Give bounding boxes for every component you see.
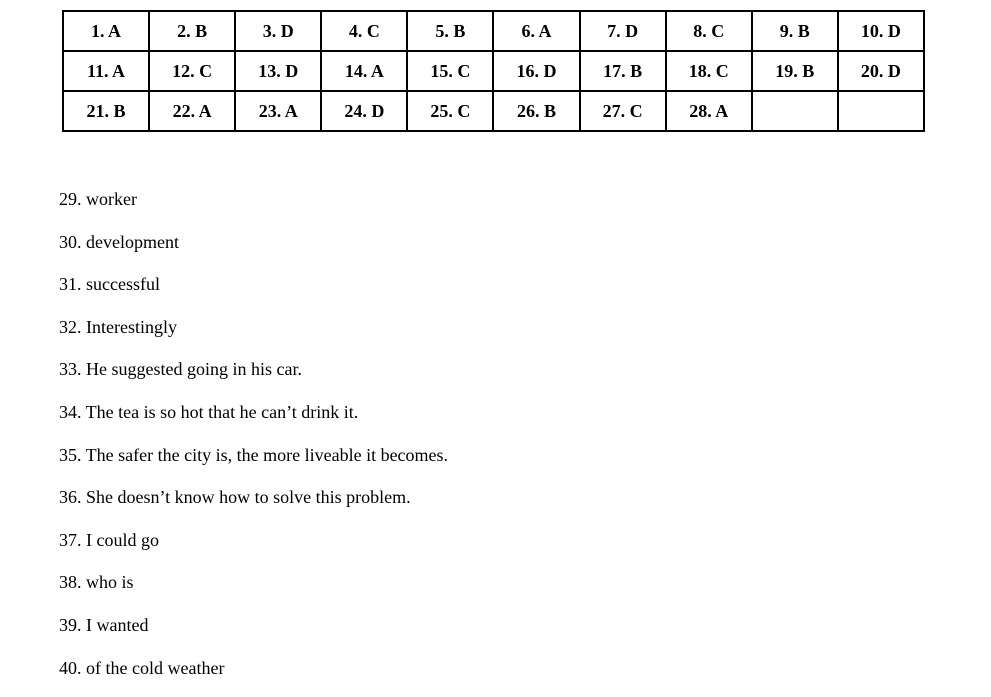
answer-cell: 22. A: [149, 91, 235, 131]
answer-cell: 20. D: [838, 51, 924, 91]
answer-cell: 11. A: [63, 51, 149, 91]
answer-cell: 17. B: [580, 51, 666, 91]
written-answer-32: 32. Interestingly: [59, 316, 177, 337]
written-answer-29: 29. worker: [59, 189, 137, 209]
written-answer-40: 40. of the cold weather: [59, 657, 225, 678]
answer-cell: 9. B: [752, 11, 838, 51]
answer-cell: 21. B: [63, 91, 149, 131]
written-answers-list: [59, 186, 448, 697]
written-answer-38: 38. who is: [59, 572, 134, 593]
answer-cell: 5. B: [407, 11, 493, 51]
answer-cell: 10. D: [838, 11, 924, 51]
answer-cell: 13. D: [235, 51, 321, 91]
answer-cell-empty: [838, 91, 924, 131]
answer-cell: 19. B: [752, 51, 838, 91]
answer-cell: 2. B: [149, 11, 235, 51]
answer-cell: 28. A: [666, 91, 752, 131]
written-answer-31: 31. successful: [59, 274, 160, 295]
written-answer-30: 30. development: [59, 231, 179, 252]
answer-cell-empty: [752, 91, 838, 131]
answer-cell: 6. A: [493, 11, 579, 51]
answer-cell: 15. C: [407, 51, 493, 91]
answer-key-table: [62, 10, 925, 132]
answer-cell: 24. D: [321, 91, 407, 131]
answer-row: [63, 91, 924, 131]
written-answer-37: 37. I could go: [59, 529, 159, 550]
answer-cell: 18. C: [666, 51, 752, 91]
answer-cell: 7. D: [580, 11, 666, 51]
written-answer-39: 39. I wanted: [59, 614, 149, 635]
answer-cell: 23. A: [235, 91, 321, 131]
written-answer-33: 33. He suggested going in his car.: [59, 359, 302, 380]
answer-cell: 16. D: [493, 51, 579, 91]
answer-cell: 14. A: [321, 51, 407, 91]
answer-cell: 26. B: [493, 91, 579, 131]
answer-row: [63, 51, 924, 91]
answer-cell: 4. C: [321, 11, 407, 51]
answer-cell: 27. C: [580, 91, 666, 131]
written-answer-35: 35. The safer the city is, the more liveable it becomes.: [59, 444, 449, 465]
answer-cell: 3. D: [235, 11, 321, 51]
answer-cell: 12. C: [149, 51, 235, 91]
written-answer-36: 36. She doesn’t know how to solve this problem.: [59, 487, 411, 508]
written-answer-34: 34. The tea is so hot that he can’t drink it.: [59, 401, 359, 422]
answer-cell: 25. C: [407, 91, 493, 131]
answer-cell: 8. C: [666, 11, 752, 51]
answer-cell: 1. A: [63, 11, 149, 51]
answer-row: [63, 11, 924, 51]
